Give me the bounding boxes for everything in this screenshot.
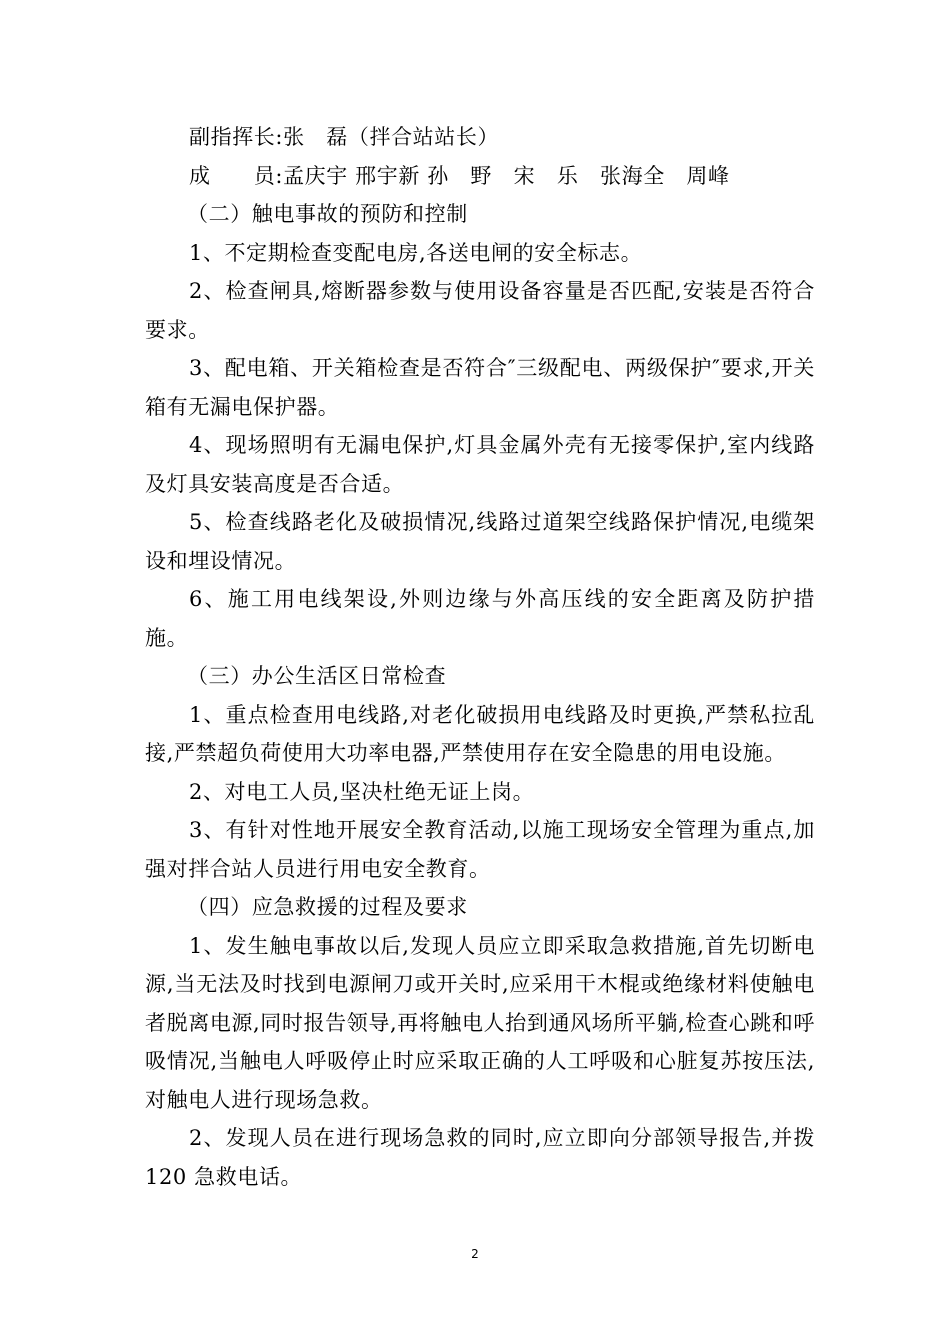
paragraph: 5、检查线路老化及破损情况,线路过道架空线路保护情况,电缆架设和埋设情况。 bbox=[145, 510, 815, 573]
paragraph: 4、现场照明有无漏电保护,灯具金属外壳有无接零保护,室内线路及灯具安装高度是否合适。 bbox=[145, 433, 815, 496]
paragraph: 3、有针对性地开展安全教育活动,以施工现场安全管理为重点,加强对拌合站人员进行用电安全教育。 bbox=[145, 818, 815, 881]
paragraph: 1、发生触电事故以后,发现人员应立即采取急救措施,首先切断电源,当无法及时找到电源闸刀或开关时,应采用干木棍或绝缘材料使触电者脱离电源,同时报告领导,再将触电人抬到通风场所平躺,检查心跳和呼吸情况,当触电人呼吸停止时应采取正确的人工呼吸和心脏复苏按压法,对触电人进行现场急救。 bbox=[145, 933, 815, 1112]
paragraph: 1、不定期检查变配电房,各送电闸的安全标志。 bbox=[189, 240, 643, 265]
paragraph: 6、施工用电线架设,外则边缘与外高压线的安全距离及防护措施。 bbox=[145, 587, 815, 650]
paragraph: 3、配电箱、开关箱检查是否符合″三级配电、两级保护″要求,开关箱有无漏电保护器。 bbox=[145, 356, 815, 419]
document-body bbox=[145, 118, 815, 1196]
paragraph: 1、重点检查用电线路,对老化破损用电线路及时更换,严禁私拉乱接,严禁超负荷使用大功率电器,严禁使用存在安全隐患的用电设施。 bbox=[145, 702, 815, 765]
section-heading: （二）触电事故的预防和控制 bbox=[187, 202, 468, 226]
paragraph: 2、检查闸具,熔断器参数与使用设备容量是否匹配,安装是否符合要求。 bbox=[145, 279, 815, 342]
members-line: 成 员:孟庆宇 邢宇新 孙 野 宋 乐 张海全 周峰 bbox=[189, 163, 730, 188]
section-heading: （三）办公生活区日常检查 bbox=[187, 664, 447, 688]
section-heading: （四）应急救援的过程及要求 bbox=[187, 895, 468, 919]
paragraph: 2、对电工人员,坚决杜绝无证上岗。 bbox=[189, 779, 535, 804]
deputy-commander-line: 副指挥长:张 磊（拌合站站长） bbox=[189, 125, 500, 149]
page-number: 2 bbox=[471, 1247, 479, 1261]
paragraph: 2、发现人员在进行现场急救的同时,应立即向分部领导报告,并拨 120 急救电话。 bbox=[145, 1126, 815, 1189]
